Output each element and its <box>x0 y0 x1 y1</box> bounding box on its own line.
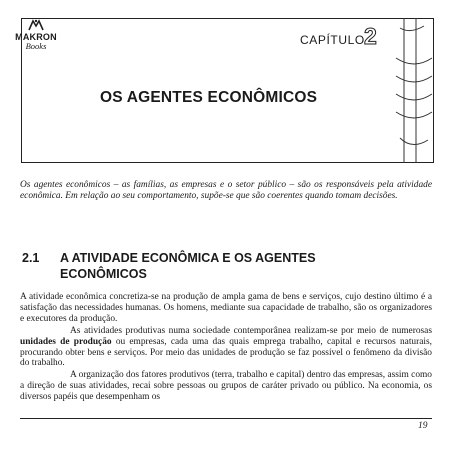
section-title: A ATIVIDADE ECONÔMICA E OS AGENTES ECONÔMICOS <box>60 251 316 281</box>
paragraph-2-text-b: ou empresas, cada uma das quais emprega trabalho, capital e recursos naturais, procurando obter bens e serviços. Por meio das unidades de produção se faz possível o fenômeno da divisão do trabalho. <box>20 336 432 369</box>
paragraph-1: A atividade econômica concretiza-se na produção de ampla gama de bens e serviços, cujo destino último é a satisfação das necessidades humanas. Os homens, mediante sua capacidade de trabalho, são os organizadores e executores da produção. <box>20 292 432 324</box>
page-number: 19 <box>418 421 428 431</box>
section-number: 2.1 <box>22 251 40 265</box>
publisher-name: MAKRON <box>15 32 57 42</box>
paragraph-2-text-a: As atividades produtivas numa sociedade contemporânea realizam-se por meio de numerosas <box>70 326 432 336</box>
chapter-label: CAPÍTULO <box>300 33 365 47</box>
frame-tick <box>21 57 22 97</box>
paragraph-2 <box>20 326 432 369</box>
chapter-intro: Os agentes econômicos – as famílias, as empresas e o setor público – são os responsáveis pela atividade econômica. Em relação ao seu comportamento, supõe-se que são coerentes quando tomam decisões. <box>20 180 432 201</box>
paragraph-2-bold-term: unidades de produção <box>20 336 112 347</box>
chapter-decoration-icon <box>394 18 434 163</box>
publisher-sub: Books <box>25 41 47 51</box>
footer-rule <box>20 418 432 419</box>
chapter-title: OS AGENTES ECONÔMICOS <box>100 89 318 106</box>
paragraph-3: A organização dos fatores produtivos (terra, trabalho e capital) dentro das empresas, assim como a direção de suas atividades, recai sobre pessoas ou grupos de caráter privado ou público. Na economia, os diversos papéis que desempenham os <box>20 370 432 402</box>
chapter-number: 2 <box>364 23 377 49</box>
